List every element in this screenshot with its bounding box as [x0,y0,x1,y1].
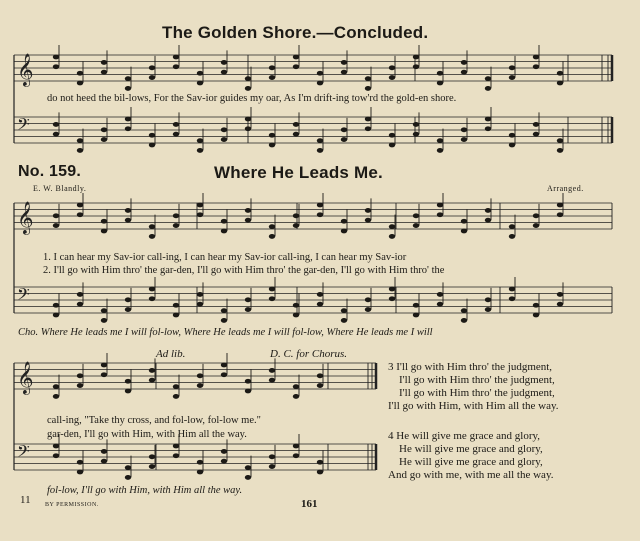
verse1-line1: 1. I can hear my Sav-ior call-ing, I can hear my Sav-ior call-ing, I can hear my Sav-ior [43,252,407,263]
note-head [149,65,155,70]
note-head [221,449,227,454]
note-head [293,132,299,137]
note-head [317,212,323,217]
note-head [533,313,539,318]
note-head [101,372,107,377]
note-head [101,449,107,454]
note-head [197,470,203,475]
note-head [173,122,179,127]
verse-3 [388,361,559,413]
note-head [245,307,251,312]
note-head [509,133,515,138]
note-head [413,132,419,137]
note-head [53,453,59,458]
note-head [509,224,515,229]
note-head [53,55,59,60]
note-head [293,223,299,228]
note-head [53,122,59,127]
bass-clef: 𝄢 [17,284,30,308]
note-head [77,148,83,153]
note-head [53,213,59,218]
note-head [317,302,323,307]
note-head [509,65,515,70]
note-head [101,137,107,142]
note-head [317,148,323,153]
note-head [77,470,83,475]
note-head [173,55,179,60]
note-head [317,460,323,465]
note-head [413,223,419,228]
note-head [557,71,563,76]
note-head [101,229,107,234]
note-head [317,71,323,76]
note-head [341,137,347,142]
note-head [149,287,155,292]
note-head [77,292,83,297]
note-head [77,383,83,388]
treble-clef: 𝄞 [17,361,34,394]
direction-dc: D. C. for Chorus. [270,348,348,360]
note-head [365,297,371,302]
note-head [173,132,179,137]
note-head [173,394,179,399]
note-head [509,296,515,301]
verse2-line2: gar-den, I'll go with Him, with Him all the way. [47,429,247,440]
note-head [317,138,323,143]
note-head [221,308,227,313]
note-head [221,229,227,234]
chorus-line1: Cho. Where He leads me I will fol-low, Where He leads me I will fol-low, Where He leads me I will [18,327,433,338]
verse1-line2: call-ing, "Take thy cross, and fol-low, fol-low me." [47,415,261,426]
note-head [173,223,179,228]
bass-clef: 𝄢 [17,114,30,138]
note-head [365,208,371,213]
direction-adlib: Ad lib. [156,348,186,360]
note-head [245,379,251,384]
note-head [461,318,467,323]
note-head [173,384,179,389]
verse-3-line: 3 I'll go with Him thro' the judgment, [388,361,553,373]
note-head [101,308,107,313]
verse-4-line: And go with me, with me all the way. [388,469,554,481]
note-head [125,117,131,122]
note-head [485,126,491,131]
note-head [341,70,347,75]
note-head [245,218,251,223]
note-head [173,444,179,449]
note-head [317,292,323,297]
note-head [101,363,107,368]
note-head [197,81,203,86]
note-head [197,460,203,465]
note-head [197,203,203,208]
note-head [149,296,155,301]
note-head [173,64,179,69]
note-head [77,71,83,76]
arranger: Arranged. [547,184,584,193]
note-head [197,383,203,388]
note-head [533,55,539,60]
note-head [269,224,275,229]
note-head [53,223,59,228]
note-head [197,302,203,307]
author: E. W. Blandly. [33,184,87,193]
note-head [461,137,467,142]
note-head [557,302,563,307]
note-head [221,70,227,75]
note-head [125,379,131,384]
note-head [221,459,227,464]
note-head [365,117,371,122]
note-head [485,208,491,213]
bass-clef: 𝄢 [17,441,30,465]
note-head [125,475,131,480]
note-head [269,368,275,373]
permission-note: BY PERMISSION. [45,502,99,508]
note-head [437,71,443,76]
note-head [509,287,515,292]
note-head [293,384,299,389]
note-head [269,143,275,148]
note-head [149,368,155,373]
note-head [101,127,107,132]
note-head [557,203,563,208]
note-head [125,307,131,312]
verse-4-line: He will give me grace and glory, [399,443,543,455]
note-head [245,76,251,81]
note-head [77,460,83,465]
chorus-line2: fol-low, I'll go with Him, with Him all the way. [47,485,243,496]
note-head [125,76,131,81]
note-head [533,122,539,127]
note-head [197,373,203,378]
note-head [53,444,59,449]
note-head [125,208,131,213]
note-head [413,303,419,308]
note-head [389,287,395,292]
note-head [317,373,323,378]
note-head [413,55,419,60]
note-head [221,60,227,65]
note-head [197,212,203,217]
note-head [293,453,299,458]
treble-clef: 𝄞 [17,53,34,86]
note-head [293,122,299,127]
note-head [389,224,395,229]
song-title: Where He Leads Me. [214,163,383,182]
verse2-line1: 2. I'll go with Him thro' the gar-den, I'll go with Him thro' the gar-den, I'll go with Him thro' the [43,265,445,276]
note-head [77,138,83,143]
note-head [341,318,347,323]
note-head [293,213,299,218]
note-head [533,64,539,69]
note-head [461,70,467,75]
note-head [221,137,227,142]
note-head [461,127,467,132]
note-head [149,454,155,459]
note-head [149,234,155,239]
note-head [149,464,155,469]
note-head [557,148,563,153]
hymn-number: No. 159. [18,163,81,180]
note-head [389,296,395,301]
note-head [269,454,275,459]
note-head [341,219,347,224]
note-head [245,126,251,131]
note-head [485,218,491,223]
note-head [533,223,539,228]
note-head [437,203,443,208]
note-head [245,465,251,470]
note-head [245,297,251,302]
note-head [365,76,371,81]
note-head [269,65,275,70]
note-head [245,389,251,394]
golden-shore-lyric: do not heed the bil-lows, For the Sav-ior guides my oar, As I'm drift-ing tow'rd the gold-en shore. [47,93,457,104]
note-head [485,307,491,312]
note-head [125,218,131,223]
note-head [437,148,443,153]
note-head [293,394,299,399]
note-head [125,465,131,470]
note-head [461,229,467,234]
note-head [77,302,83,307]
note-head [77,81,83,86]
note-head [533,303,539,308]
note-head [101,318,107,323]
note-head [101,459,107,464]
note-head [173,213,179,218]
note-head [341,229,347,234]
note-head [557,81,563,86]
note-head [53,132,59,137]
note-head [365,86,371,91]
verse-4-line: 4 He will give me grace and glory, [388,430,541,442]
note-head [437,138,443,143]
note-head [197,292,203,297]
note-head [149,378,155,383]
note-head [293,64,299,69]
note-head [197,148,203,153]
note-head [461,219,467,224]
note-head [173,313,179,318]
note-head [317,81,323,86]
note-head [125,126,131,131]
note-head [269,464,275,469]
verse-3-line: I'll go with Him thro' the judgment, [399,387,555,399]
note-head [509,234,515,239]
note-head [197,71,203,76]
note-head [413,64,419,69]
note-head [461,308,467,313]
note-head [413,313,419,318]
note-head [533,132,539,137]
note-head [101,70,107,75]
note-head [437,292,443,297]
note-head [485,297,491,302]
note-head [221,363,227,368]
note-head [317,470,323,475]
note-head [245,208,251,213]
verse-3-line: I'll go with Him thro' the judgment, [399,374,555,386]
note-head [293,313,299,318]
note-head [485,76,491,81]
note-head [149,75,155,80]
note-head [173,303,179,308]
note-head [245,117,251,122]
note-head [413,213,419,218]
note-head [53,303,59,308]
note-head [317,383,323,388]
verse-3-line: I'll go with Him, with Him all the way. [388,400,559,412]
note-head [365,218,371,223]
note-head [389,234,395,239]
continued-title: The Golden Shore.—Concluded. [162,23,429,42]
note-head [173,453,179,458]
note-head [221,127,227,132]
note-head [461,60,467,65]
note-head [437,302,443,307]
note-head [389,143,395,148]
note-head [221,372,227,377]
note-head [557,138,563,143]
note-head [245,86,251,91]
note-head [293,55,299,60]
note-head [557,212,563,217]
note-head [317,203,323,208]
note-head [389,65,395,70]
note-head [437,212,443,217]
note-head [269,75,275,80]
note-head [245,475,251,480]
verse-4-line: He will give me grace and glory, [399,456,543,468]
note-head [53,313,59,318]
note-head [125,389,131,394]
note-head [269,133,275,138]
note-head [341,308,347,313]
note-head [413,122,419,127]
note-head [389,133,395,138]
treble-clef: 𝄞 [17,201,34,234]
note-head [269,234,275,239]
verse-4 [388,430,553,482]
note-head [197,138,203,143]
note-head [269,287,275,292]
note-head [221,219,227,224]
note-head [149,224,155,229]
note-head [341,60,347,65]
note-head [77,373,83,378]
note-head [485,86,491,91]
note-head [509,75,515,80]
note-head [293,444,299,449]
note-head [293,303,299,308]
note-head [437,81,443,86]
note-head [365,307,371,312]
note-head [533,213,539,218]
note-head [101,60,107,65]
note-head [53,394,59,399]
note-head [53,64,59,69]
note-head [485,117,491,122]
note-head [557,292,563,297]
note-head [77,212,83,217]
note-head [101,219,107,224]
note-head [341,127,347,132]
note-head [149,143,155,148]
note-head [269,378,275,383]
note-head [77,203,83,208]
note-head [125,297,131,302]
note-head [389,75,395,80]
note-head [149,133,155,138]
signature-mark: 11 [20,494,31,506]
note-head [269,296,275,301]
note-head [509,143,515,148]
page-number: 161 [301,498,318,510]
note-head [125,86,131,91]
note-head [53,384,59,389]
note-head [365,126,371,131]
note-head [221,318,227,323]
